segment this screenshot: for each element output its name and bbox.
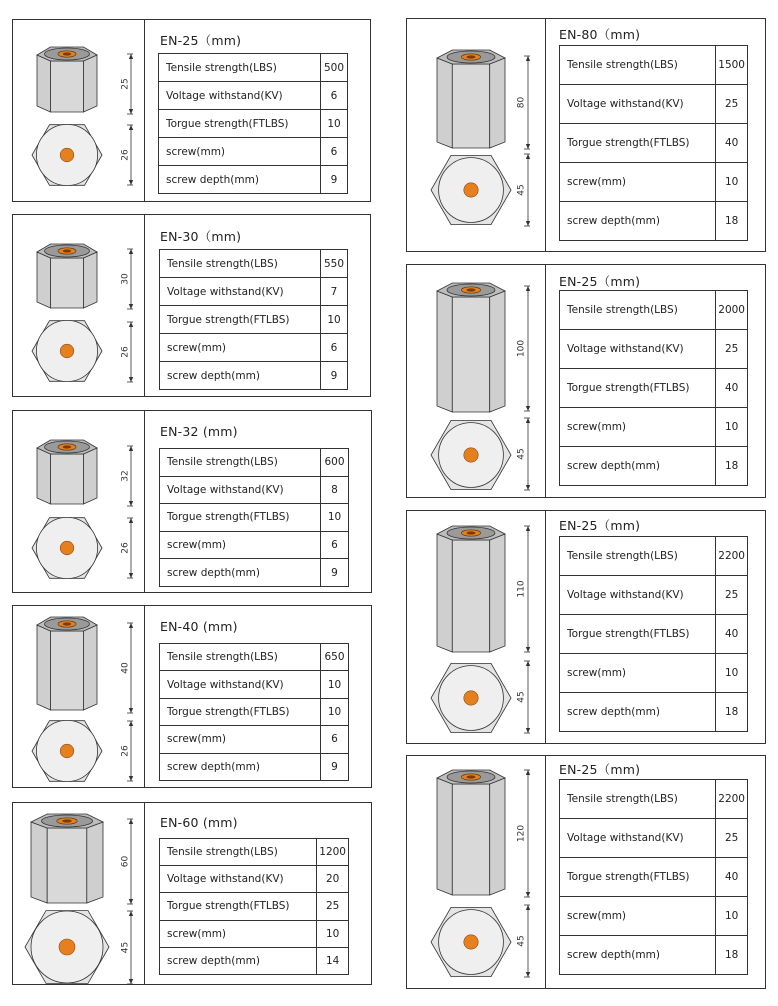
prism-left-face	[31, 822, 47, 903]
prism-right-face	[87, 822, 103, 903]
spec-label: Torgue strength(FTLBS)	[159, 110, 321, 138]
prism-right-face	[490, 778, 505, 895]
spec-value: 10	[317, 920, 349, 947]
spec-value: 10	[321, 671, 349, 698]
spec-label: screw depth(mm)	[160, 947, 317, 974]
spec-label: screw depth(mm)	[560, 447, 716, 486]
dimension-label: 30	[120, 273, 131, 285]
spec-value: 2200	[716, 780, 748, 819]
spec-label: Tensile strength(LBS)	[560, 291, 716, 330]
thread-insert-end	[464, 183, 478, 197]
spec-label: screw depth(mm)	[160, 753, 321, 780]
dimension-label: 60	[120, 855, 131, 868]
spec-value: 10	[321, 698, 349, 725]
insulator-figure	[32, 440, 133, 579]
product-title: EN-60 (mm)	[160, 815, 238, 830]
spec-label: Torgue strength(FTLBS)	[160, 306, 321, 334]
prism-front-face	[452, 540, 489, 652]
product-title: EN-25（mm)	[559, 518, 641, 533]
prism-right-face	[490, 534, 505, 652]
dimension-label: 120	[516, 824, 527, 843]
product-title: EN-25（mm)	[160, 33, 242, 48]
prism-left-face	[37, 625, 51, 710]
dimension-label: 26	[120, 745, 131, 757]
prism-front-face	[452, 297, 489, 412]
spec-value: 600	[321, 449, 349, 477]
thread-insert-end	[60, 148, 74, 162]
insulator-figure	[32, 47, 133, 186]
spec-value: 10	[716, 654, 748, 693]
prism-left-face	[437, 58, 452, 148]
spec-label: Voltage withstand(KV)	[159, 82, 321, 110]
thread-hole	[63, 249, 71, 252]
dimension-label: 40	[120, 662, 131, 674]
spec-label: screw depth(mm)	[159, 166, 321, 194]
spec-label: screw(mm)	[560, 163, 716, 202]
prism-right-face	[490, 291, 505, 412]
thread-hole	[467, 775, 476, 778]
spec-value: 25	[716, 576, 748, 615]
spec-label: Tensile strength(LBS)	[160, 250, 321, 278]
dimension-label: 26	[120, 346, 131, 358]
spec-label: Torgue strength(FTLBS)	[160, 698, 321, 725]
spec-label: screw(mm)	[560, 897, 716, 936]
thread-hole	[467, 531, 476, 534]
dimension-label: 45	[516, 184, 527, 196]
thread-hole	[467, 288, 476, 291]
dimension-label: 45	[516, 935, 527, 947]
spec-label: screw(mm)	[160, 334, 321, 362]
insulator-figure	[431, 770, 530, 977]
spec-label: screw(mm)	[160, 531, 321, 559]
thread-insert-end	[60, 541, 74, 555]
dimension-label: 110	[516, 580, 527, 598]
spec-value: 10	[321, 504, 349, 532]
spec-value: 18	[716, 936, 748, 975]
insulator-figure	[431, 526, 530, 733]
spec-value: 550	[321, 250, 348, 278]
product-title: EN-25（mm)	[559, 274, 641, 289]
product-title: EN-32 (mm)	[160, 424, 238, 439]
spec-label: screw(mm)	[159, 138, 321, 166]
spec-value: 2000	[716, 291, 748, 330]
spec-value: 25	[716, 85, 748, 124]
spec-label: Torgue strength(FTLBS)	[160, 893, 317, 920]
dimension-label: 25	[120, 78, 131, 90]
prism-right-face	[84, 252, 98, 308]
spec-label: Tensile strength(LBS)	[160, 644, 321, 671]
thread-hole	[62, 819, 72, 822]
spec-value: 14	[317, 947, 349, 974]
spec-value: 9	[321, 753, 349, 780]
spec-value: 40	[716, 858, 748, 897]
spec-label: screw depth(mm)	[160, 362, 321, 390]
spec-label: Voltage withstand(KV)	[160, 476, 321, 504]
spec-value: 40	[716, 124, 748, 163]
spec-value: 8	[321, 476, 349, 504]
dimension-label: 45	[120, 941, 131, 954]
spec-value: 25	[716, 819, 748, 858]
thread-hole	[63, 622, 71, 625]
thread-insert-end	[59, 939, 75, 955]
spec-value: 10	[716, 897, 748, 936]
spec-label: Voltage withstand(KV)	[560, 330, 716, 369]
spec-label: screw depth(mm)	[560, 202, 716, 241]
spec-label: Tensile strength(LBS)	[160, 839, 317, 866]
product-title: EN-80（mm)	[559, 27, 641, 42]
dimension-label: 26	[120, 542, 131, 554]
insulator-figure	[32, 617, 133, 782]
prism-left-face	[37, 448, 51, 504]
prism-left-face	[437, 534, 452, 652]
product-title: EN-40 (mm)	[160, 619, 238, 634]
spec-label: Voltage withstand(KV)	[160, 671, 321, 698]
product-title: EN-25（mm)	[559, 762, 641, 777]
dimension-label: 100	[516, 339, 527, 358]
spec-value: 10	[321, 306, 348, 334]
spec-value: 9	[321, 559, 349, 587]
prism-right-face	[84, 55, 98, 112]
insulator-figure	[431, 283, 530, 490]
prism-left-face	[37, 55, 51, 112]
spec-label: screw(mm)	[160, 920, 317, 947]
spec-value: 2200	[716, 537, 748, 576]
spec-value: 9	[321, 362, 348, 390]
thread-insert-end	[464, 935, 478, 949]
prism-right-face	[84, 448, 98, 504]
dimension-label: 80	[516, 96, 527, 109]
spec-value: 9	[321, 166, 348, 194]
spec-label: Tensile strength(LBS)	[160, 449, 321, 477]
spec-value: 6	[321, 531, 349, 559]
spec-label: Voltage withstand(KV)	[160, 278, 321, 306]
spec-label: Tensile strength(LBS)	[560, 780, 716, 819]
spec-label: Torgue strength(FTLBS)	[560, 615, 716, 654]
spec-value: 10	[321, 110, 348, 138]
spec-label: Voltage withstand(KV)	[560, 85, 716, 124]
spec-label: screw depth(mm)	[560, 693, 716, 732]
spec-label: Voltage withstand(KV)	[560, 576, 716, 615]
prism-front-face	[51, 61, 84, 112]
spec-value: 6	[321, 334, 348, 362]
spec-value: 1200	[317, 839, 349, 866]
spec-value: 500	[321, 54, 348, 82]
dimension-label: 26	[120, 149, 131, 161]
spec-label: Torgue strength(FTLBS)	[160, 504, 321, 532]
thread-hole	[63, 445, 71, 448]
spec-value: 25	[317, 893, 349, 920]
spec-label: Torgue strength(FTLBS)	[560, 858, 716, 897]
spec-value: 25	[716, 330, 748, 369]
insulator-figure	[25, 814, 133, 984]
spec-value: 20	[317, 866, 349, 893]
spec-value: 40	[716, 369, 748, 408]
prism-right-face	[490, 58, 505, 148]
spec-label: Voltage withstand(KV)	[560, 819, 716, 858]
insulator-figure	[32, 244, 133, 382]
spec-value: 650	[321, 644, 349, 671]
prism-front-face	[51, 454, 84, 504]
insulator-figure	[431, 50, 530, 226]
dimension-label: 32	[120, 470, 131, 482]
prism-front-face	[452, 64, 489, 148]
spec-value: 10	[716, 408, 748, 447]
thread-hole	[467, 55, 476, 58]
spec-label: screw depth(mm)	[160, 559, 321, 587]
prism-front-face	[452, 784, 489, 895]
spec-value: 18	[716, 447, 748, 486]
spec-value: 1500	[716, 46, 748, 85]
thread-insert-end	[464, 691, 478, 705]
spec-value: 18	[716, 202, 748, 241]
spec-label: Tensile strength(LBS)	[159, 54, 321, 82]
spec-value: 40	[716, 615, 748, 654]
dimension-label: 45	[516, 448, 527, 460]
prism-front-face	[51, 258, 84, 308]
spec-label: Torgue strength(FTLBS)	[560, 369, 716, 408]
spec-value: 10	[716, 163, 748, 202]
prism-right-face	[84, 625, 98, 710]
spec-label: Voltage withstand(KV)	[160, 866, 317, 893]
spec-label: Tensile strength(LBS)	[560, 46, 716, 85]
spec-value: 6	[321, 82, 348, 110]
prism-left-face	[37, 252, 51, 308]
spec-value: 7	[321, 278, 348, 306]
spec-label: screw(mm)	[160, 726, 321, 753]
dimension-label: 45	[516, 691, 527, 703]
prism-front-face	[51, 631, 84, 710]
spec-label: screw depth(mm)	[560, 936, 716, 975]
spec-label: Torgue strength(FTLBS)	[560, 124, 716, 163]
spec-value: 6	[321, 138, 348, 166]
thread-hole	[63, 52, 71, 55]
spec-label: screw(mm)	[560, 408, 716, 447]
product-title: EN-30（mm)	[160, 229, 242, 244]
prism-left-face	[437, 291, 452, 412]
prism-left-face	[437, 778, 452, 895]
thread-insert-end	[464, 448, 478, 462]
prism-front-face	[47, 828, 87, 903]
thread-insert-end	[60, 344, 74, 358]
spec-value: 6	[321, 726, 349, 753]
spec-label: screw(mm)	[560, 654, 716, 693]
spec-label: Tensile strength(LBS)	[560, 537, 716, 576]
spec-value: 18	[716, 693, 748, 732]
thread-insert-end	[60, 744, 74, 758]
